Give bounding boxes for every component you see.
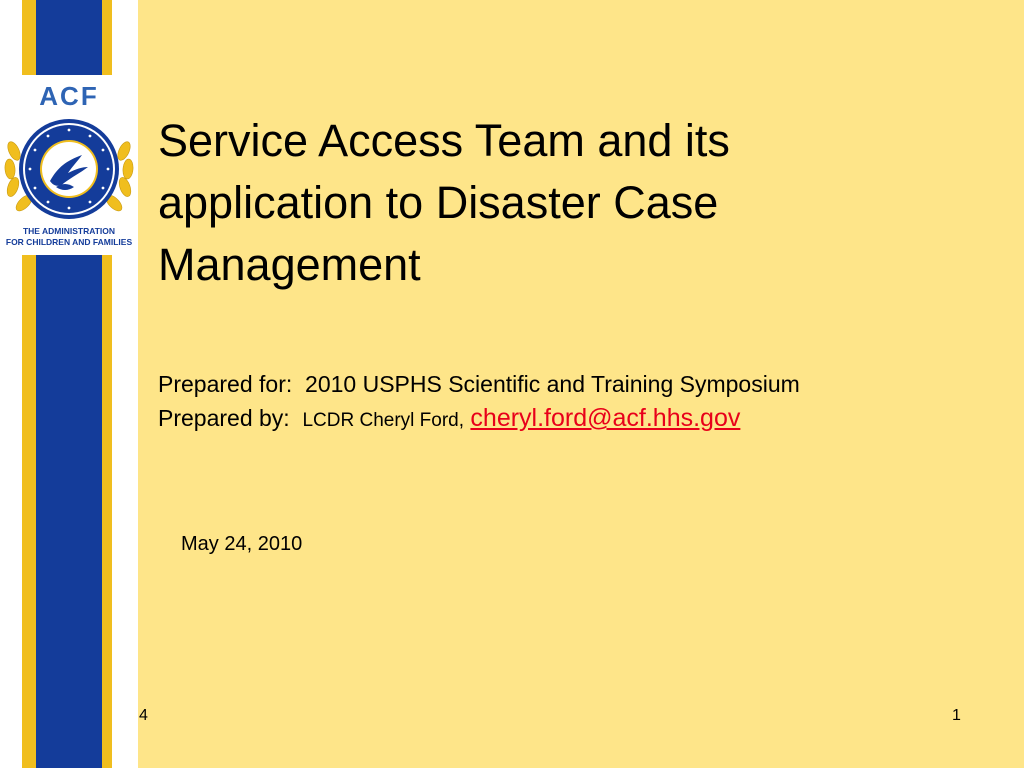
- prepared-by-label: Prepared by:: [158, 405, 290, 431]
- prepared-for-value: 2010 USPHS Scientific and Training Symposium: [305, 371, 800, 397]
- email-link[interactable]: cheryl.ford@acf.hhs.gov: [470, 404, 741, 432]
- title-line-3: Management: [158, 239, 421, 290]
- slide-title: [158, 110, 978, 296]
- prepared-by-value: LCDR Cheryl Ford,: [302, 410, 465, 431]
- logo-acronym: ACF: [39, 81, 99, 111]
- slide-date: May 24, 2010: [181, 533, 303, 555]
- title-line-2: application to Disaster Case: [158, 177, 719, 228]
- logo-caption-line1: THE ADMINISTRATION: [22, 226, 116, 236]
- logo-caption-line2: FOR CHILDREN AND FAMILIES: [5, 237, 133, 247]
- hhs-seal-icon: [0, 111, 138, 231]
- acf-logo: [0, 75, 138, 255]
- title-line-1: Service Access Team and its: [158, 115, 730, 166]
- footer-left-number: 4: [139, 707, 148, 724]
- prepared-for-line: [158, 371, 800, 398]
- slide-number: 1: [952, 707, 961, 724]
- prepared-by-line: [158, 404, 740, 433]
- prepared-for-label: Prepared for:: [158, 371, 293, 397]
